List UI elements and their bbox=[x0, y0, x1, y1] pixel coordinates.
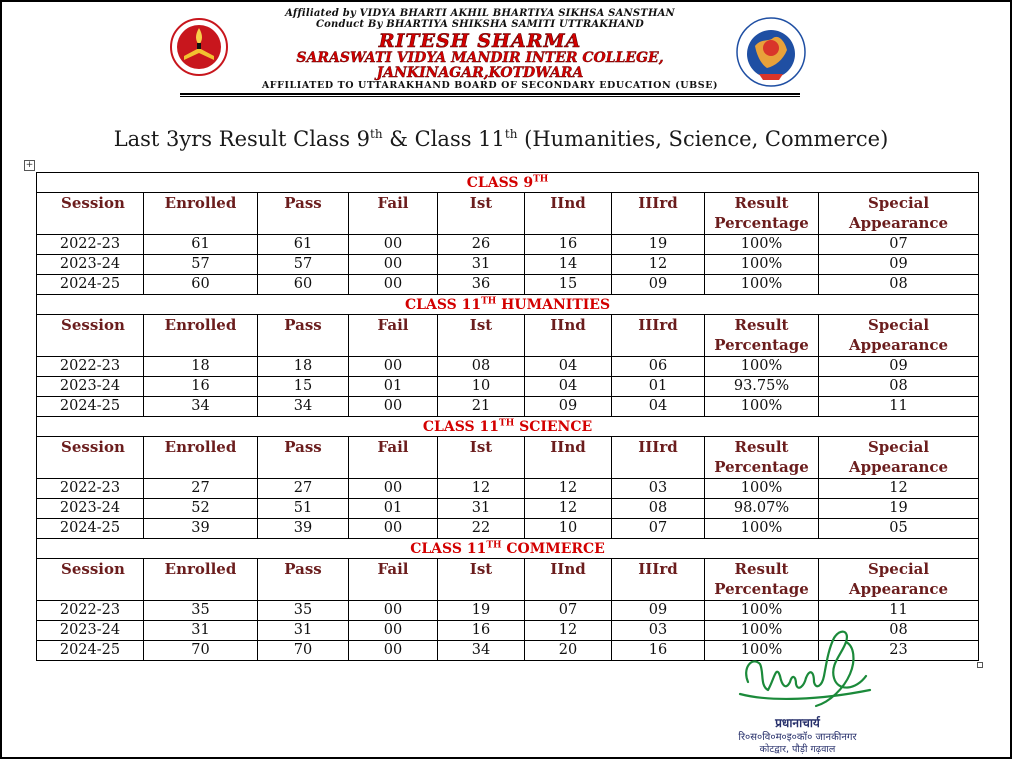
table-cell: 09 bbox=[525, 397, 612, 417]
table-cell: 00 bbox=[349, 275, 438, 295]
table-cell: 18 bbox=[144, 357, 258, 377]
table-cell: 35 bbox=[258, 601, 349, 621]
column-header: Result Percentage bbox=[705, 193, 819, 235]
column-header: IInd bbox=[525, 193, 612, 235]
table-cell: 61 bbox=[258, 235, 349, 255]
table-cell: 10 bbox=[438, 377, 525, 397]
table-cell: 04 bbox=[525, 357, 612, 377]
table-cell: 100% bbox=[705, 397, 819, 417]
column-header: Pass bbox=[258, 193, 349, 235]
table-cell: 2023-24 bbox=[37, 255, 144, 275]
table-cell: 100% bbox=[705, 275, 819, 295]
table-cell: 12 bbox=[438, 479, 525, 499]
affiliated-line: Affiliated by VIDYA BHARTI AKHIL BHARTIYA SIKHSA SANSTHAN bbox=[285, 8, 675, 19]
table-cell: 07 bbox=[612, 519, 705, 539]
table-cell: 16 bbox=[525, 235, 612, 255]
column-header-row bbox=[37, 437, 979, 479]
table-cell: 100% bbox=[705, 357, 819, 377]
table-cell: 100% bbox=[705, 235, 819, 255]
table-cell: 08 bbox=[438, 357, 525, 377]
table-cell: 34 bbox=[258, 397, 349, 417]
page-title: Last 3yrs Result Class 9th & Class 11th (Humanities, Science, Commerce) bbox=[113, 127, 889, 151]
table-cell: 00 bbox=[349, 601, 438, 621]
table-cell: 57 bbox=[144, 255, 258, 275]
table-cell: 19 bbox=[819, 499, 979, 519]
table-cell: 27 bbox=[258, 479, 349, 499]
vidya-bharti-logo bbox=[170, 18, 228, 76]
table-cell: 98.07% bbox=[705, 499, 819, 519]
column-header: Session bbox=[37, 559, 144, 601]
table-cell: 2022-23 bbox=[37, 357, 144, 377]
table-cell: 100% bbox=[705, 519, 819, 539]
table-cell: 51 bbox=[258, 499, 349, 519]
column-header: Fail bbox=[349, 559, 438, 601]
column-header-row bbox=[37, 193, 979, 235]
table-cell: 27 bbox=[144, 479, 258, 499]
table-move-handle[interactable]: + bbox=[25, 160, 34, 170]
table-cell: 08 bbox=[819, 275, 979, 295]
table-cell: 12 bbox=[525, 621, 612, 641]
table-cell: 08 bbox=[819, 621, 979, 641]
result-table bbox=[36, 172, 979, 661]
table-cell: 18 bbox=[258, 357, 349, 377]
table-cell: 2024-25 bbox=[37, 519, 144, 539]
table-row bbox=[37, 479, 979, 499]
table-cell: 00 bbox=[349, 235, 438, 255]
letterhead bbox=[170, 8, 810, 100]
column-header: Result Percentage bbox=[705, 315, 819, 357]
column-header: Fail bbox=[349, 437, 438, 479]
table-cell: 16 bbox=[612, 641, 705, 661]
table-cell: 52 bbox=[144, 499, 258, 519]
table-cell: 100% bbox=[705, 255, 819, 275]
table-cell: 36 bbox=[438, 275, 525, 295]
column-header: Result Percentage bbox=[705, 437, 819, 479]
table-cell: 08 bbox=[819, 377, 979, 397]
column-header: IInd bbox=[525, 437, 612, 479]
table-cell: 15 bbox=[525, 275, 612, 295]
table-cell: 2023-24 bbox=[37, 377, 144, 397]
table-cell: 22 bbox=[438, 519, 525, 539]
column-header: IInd bbox=[525, 559, 612, 601]
column-header: Enrolled bbox=[144, 437, 258, 479]
college-name-line2: JANKINAGAR,KOTDWARA bbox=[376, 65, 584, 81]
section-title: CLASS 11TH COMMERCE bbox=[37, 539, 979, 559]
column-header: Fail bbox=[349, 315, 438, 357]
table-cell: 00 bbox=[349, 255, 438, 275]
table-cell: 21 bbox=[438, 397, 525, 417]
section-title-row bbox=[37, 539, 979, 559]
table-cell: 31 bbox=[438, 499, 525, 519]
column-header-row bbox=[37, 315, 979, 357]
table-row bbox=[37, 397, 979, 417]
table-cell: 39 bbox=[258, 519, 349, 539]
column-header: Pass bbox=[258, 437, 349, 479]
table-cell: 2024-25 bbox=[37, 641, 144, 661]
table-cell: 39 bbox=[144, 519, 258, 539]
column-header: Special Appearance bbox=[819, 559, 979, 601]
table-cell: 12 bbox=[525, 479, 612, 499]
table-cell: 31 bbox=[258, 621, 349, 641]
table-cell: 09 bbox=[612, 601, 705, 621]
column-header: Ist bbox=[438, 437, 525, 479]
table-cell: 23 bbox=[819, 641, 979, 661]
table-row bbox=[37, 235, 979, 255]
table-cell: 34 bbox=[438, 641, 525, 661]
table-row bbox=[37, 377, 979, 397]
column-header: IIIrd bbox=[612, 193, 705, 235]
table-cell: 10 bbox=[525, 519, 612, 539]
table-cell: 01 bbox=[612, 377, 705, 397]
table-resize-handle[interactable] bbox=[977, 662, 983, 668]
table-cell: 00 bbox=[349, 397, 438, 417]
table-row bbox=[37, 255, 979, 275]
table-cell: 03 bbox=[612, 479, 705, 499]
table-cell: 03 bbox=[612, 621, 705, 641]
board-affiliation-line: AFFILIATED TO UTTARAKHAND BOARD OF SECONDARY EDUCATION (UBSE) bbox=[261, 80, 719, 91]
bharatiya-shiksha-samiti-logo bbox=[735, 16, 807, 88]
table-cell: 19 bbox=[438, 601, 525, 621]
table-cell: 16 bbox=[438, 621, 525, 641]
column-header: Enrolled bbox=[144, 193, 258, 235]
column-header: Session bbox=[37, 437, 144, 479]
column-header: Result Percentage bbox=[705, 559, 819, 601]
table-cell: 100% bbox=[705, 601, 819, 621]
column-header: Special Appearance bbox=[819, 193, 979, 235]
principal-name: RITESH SHARMA bbox=[378, 30, 582, 52]
column-header: IIIrd bbox=[612, 437, 705, 479]
table-cell: 100% bbox=[705, 641, 819, 661]
handwritten-signature bbox=[730, 620, 890, 715]
table-cell: 00 bbox=[349, 519, 438, 539]
table-cell: 60 bbox=[258, 275, 349, 295]
table-cell: 00 bbox=[349, 621, 438, 641]
letterhead-rule bbox=[180, 93, 800, 95]
table-cell: 14 bbox=[525, 255, 612, 275]
college-name-line1: SARASWATI VIDYA MANDIR INTER COLLEGE, bbox=[296, 50, 664, 66]
column-header: IInd bbox=[525, 315, 612, 357]
table-cell: 01 bbox=[349, 377, 438, 397]
column-header: Special Appearance bbox=[819, 437, 979, 479]
table-cell: 06 bbox=[612, 357, 705, 377]
table-cell: 35 bbox=[144, 601, 258, 621]
table-cell: 15 bbox=[258, 377, 349, 397]
section-title-row bbox=[37, 173, 979, 193]
table-cell: 2024-25 bbox=[37, 275, 144, 295]
table-cell: 31 bbox=[144, 621, 258, 641]
table-cell: 00 bbox=[349, 357, 438, 377]
section-title-row bbox=[37, 417, 979, 437]
signature-title: प्रधानाचार्य bbox=[775, 716, 820, 730]
table-cell: 04 bbox=[525, 377, 612, 397]
section-title: CLASS 9TH bbox=[37, 173, 979, 193]
section-title: CLASS 11TH SCIENCE bbox=[37, 417, 979, 437]
conduct-line: Conduct By BHARTIYA SHIKSHA SAMITI UTTRAKHAND bbox=[315, 19, 645, 30]
table-cell: 01 bbox=[349, 499, 438, 519]
table-row bbox=[37, 499, 979, 519]
column-header: Session bbox=[37, 315, 144, 357]
signature-place: कोटद्वार, पौड़ी गढ़वाल bbox=[759, 744, 836, 755]
column-header: IIIrd bbox=[612, 315, 705, 357]
column-header: Pass bbox=[258, 315, 349, 357]
table-cell: 00 bbox=[349, 479, 438, 499]
column-header: Special Appearance bbox=[819, 315, 979, 357]
table-cell: 11 bbox=[819, 397, 979, 417]
section-title-row bbox=[37, 295, 979, 315]
column-header: Enrolled bbox=[144, 559, 258, 601]
table-cell: 2022-23 bbox=[37, 601, 144, 621]
signature-school: रि०स०वि०म०इ०कॉ० जानकीनगर bbox=[738, 732, 857, 743]
column-header-row bbox=[37, 559, 979, 601]
letterhead-rule-thin bbox=[180, 96, 800, 97]
table-cell: 2023-24 bbox=[37, 621, 144, 641]
table-cell: 20 bbox=[525, 641, 612, 661]
table-cell: 16 bbox=[144, 377, 258, 397]
column-header: Ist bbox=[438, 559, 525, 601]
table-cell: 61 bbox=[144, 235, 258, 255]
table-cell: 2023-24 bbox=[37, 499, 144, 519]
table-cell: 05 bbox=[819, 519, 979, 539]
table-cell: 2022-23 bbox=[37, 479, 144, 499]
table-cell: 12 bbox=[612, 255, 705, 275]
table-cell: 19 bbox=[612, 235, 705, 255]
table-row bbox=[37, 519, 979, 539]
table-cell: 07 bbox=[819, 235, 979, 255]
table-row bbox=[37, 275, 979, 295]
table-cell: 2022-23 bbox=[37, 235, 144, 255]
column-header: Fail bbox=[349, 193, 438, 235]
table-cell: 70 bbox=[144, 641, 258, 661]
table-cell: 12 bbox=[819, 479, 979, 499]
table-cell: 08 bbox=[612, 499, 705, 519]
column-header: Pass bbox=[258, 559, 349, 601]
table-cell: 11 bbox=[819, 601, 979, 621]
table-cell: 09 bbox=[612, 275, 705, 295]
table-cell: 2024-25 bbox=[37, 397, 144, 417]
table-cell: 04 bbox=[612, 397, 705, 417]
principal-signature-block bbox=[690, 620, 905, 755]
table-cell: 31 bbox=[438, 255, 525, 275]
table-cell: 07 bbox=[525, 601, 612, 621]
table-cell: 34 bbox=[144, 397, 258, 417]
table-cell: 100% bbox=[705, 479, 819, 499]
table-cell: 70 bbox=[258, 641, 349, 661]
column-header: Ist bbox=[438, 193, 525, 235]
table-cell: 09 bbox=[819, 357, 979, 377]
table-cell: 57 bbox=[258, 255, 349, 275]
column-header: Session bbox=[37, 193, 144, 235]
table-cell: 12 bbox=[525, 499, 612, 519]
table-cell: 93.75% bbox=[705, 377, 819, 397]
table-cell: 100% bbox=[705, 621, 819, 641]
table-row bbox=[37, 601, 979, 621]
table-cell: 00 bbox=[349, 641, 438, 661]
section-title: CLASS 11TH HUMANITIES bbox=[37, 295, 979, 315]
column-header: Ist bbox=[438, 315, 525, 357]
table-cell: 26 bbox=[438, 235, 525, 255]
table-cell: 60 bbox=[144, 275, 258, 295]
table-cell: 09 bbox=[819, 255, 979, 275]
table-row bbox=[37, 357, 979, 377]
column-header: IIIrd bbox=[612, 559, 705, 601]
column-header: Enrolled bbox=[144, 315, 258, 357]
